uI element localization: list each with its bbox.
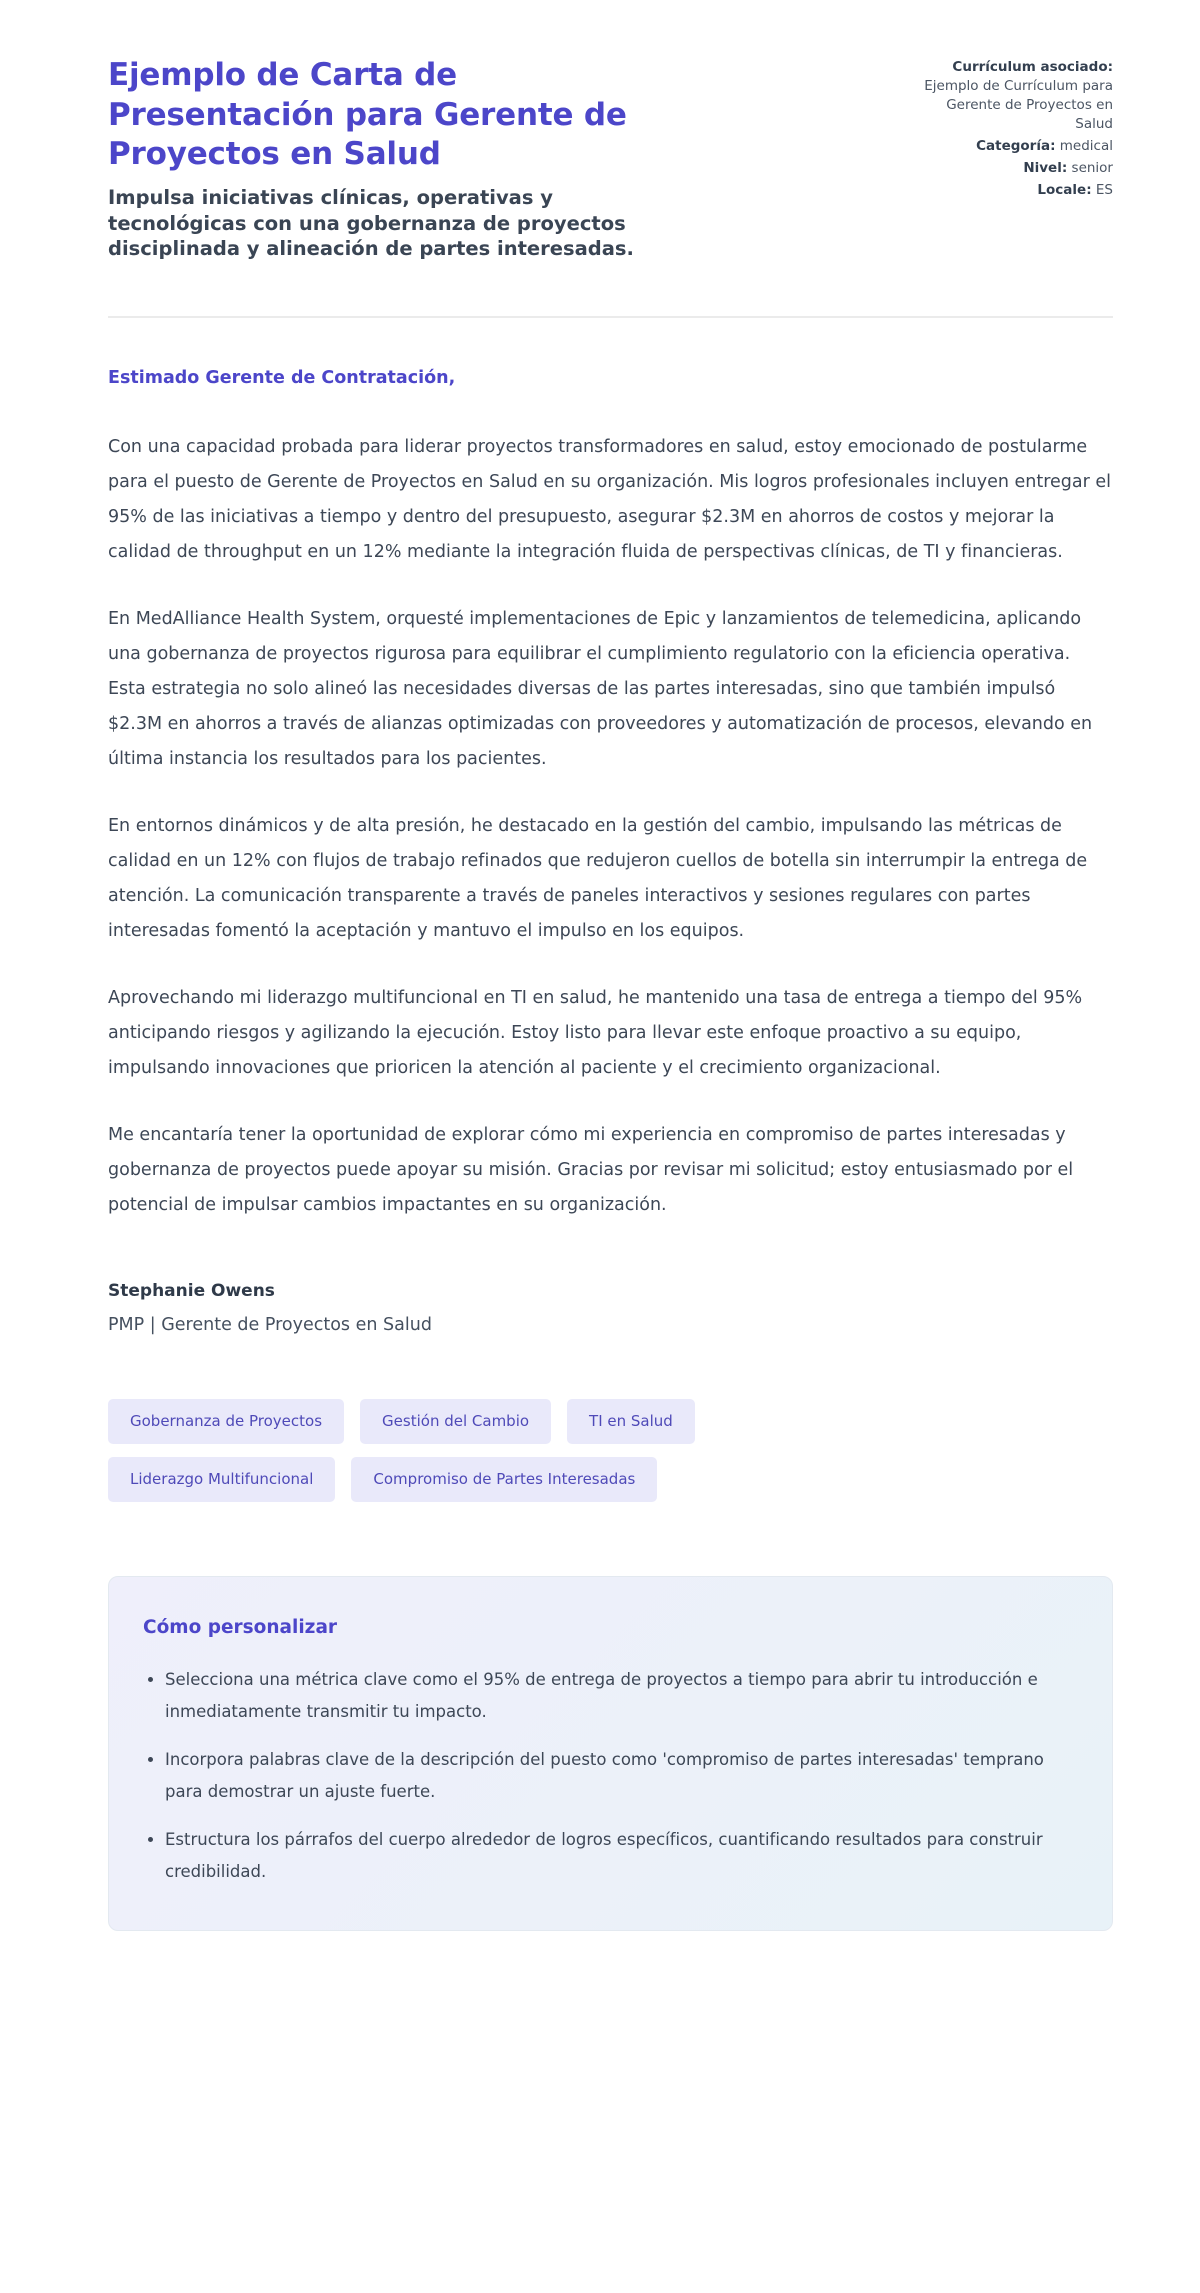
letter-paragraph: Me encantaría tener la oportunidad de explorar cómo mi experiencia en compromiso de partes interesadas y gobernanza de proyectos puede apoyar su misión. Gracias por revisar mi solicitud; estoy entusiasmado por el potencial de impulsar cambios impactantes en su organización. bbox=[108, 1125, 1074, 1216]
meta-category-label: Categoría: bbox=[976, 138, 1056, 154]
letter-paragraph: En MedAlliance Health System, orquesté implementaciones de Epic y lanzamientos de telemedicina, aplicando una gobernanza de proyectos rigurosa para equilibrar el cumplimiento regulatorio con la eficiencia operativa. Esta estrategia no solo alineó las necesidades diversas de las partes interesadas, sino que también impulsó $2.3M en ahorros a través de alianzas optimizadas con proveedores y automatización de procesos, elevando en última instancia los resultados para los pacientes. bbox=[108, 609, 1093, 770]
page-title: Ejemplo de Carta de Presentación para Gerente de Proyectos en Salud bbox=[108, 57, 627, 173]
tag-compromiso-de-partes-interesadas: Compromiso de Partes Interesadas bbox=[351, 1457, 657, 1502]
tips-list bbox=[165, 1664, 1078, 1888]
tag-gobernanza-de-proyectos: Gobernanza de Proyectos bbox=[108, 1399, 344, 1444]
tip-item: • Estructura los párrafos del cuerpo alrededor de logros específicos, cuantificando resultados para construir credibilidad. bbox=[165, 1824, 1045, 1888]
meta-level-row bbox=[833, 159, 1113, 178]
tip-item: • Incorpora palabras clave de la descripción del puesto como 'compromiso de partes interesadas' temprano para demostrar un ajuste fuerte. bbox=[165, 1744, 1045, 1808]
tag-ti-en-salud: TI en Salud bbox=[567, 1399, 695, 1444]
tip-item: • Selecciona una métrica clave como el 95% de entrega de proyectos a tiempo para abrir tu introducción e inmediatamente transmitir tu impacto. bbox=[165, 1664, 1045, 1728]
signature-name: Stephanie Owens bbox=[108, 1281, 275, 1302]
meta-category-row bbox=[833, 137, 1113, 156]
meta-associated-resume-value: Ejemplo de Currículum para Gerente de Proyectos en Salud bbox=[924, 78, 1113, 132]
skill-tags bbox=[108, 1399, 888, 1502]
letter-paragraph: Con una capacidad probada para liderar proyectos transformadores en salud, estoy emocionado de postularme para el puesto de Gerente de Proyectos en Salud en su organización. Mis logros profesionales incluyen entregar el 95% de las iniciativas a tiempo y dentro del presupuesto, asegurar $2.3M en ahorros de costos y mejorar la calidad de throughput en un 12% mediante la integración fluida de perspectivas clínicas, de TI y financieras. bbox=[108, 437, 1112, 563]
header-title-block bbox=[108, 56, 668, 262]
letter-greeting: Estimado Gerente de Contratación, bbox=[108, 368, 456, 389]
tag-gestion-del-cambio: Gestión del Cambio bbox=[360, 1399, 551, 1444]
meta-associated-resume-label: Currículum asociado: bbox=[952, 59, 1113, 75]
meta-category-value: medical bbox=[1059, 138, 1113, 154]
meta-locale-label: Locale: bbox=[1037, 182, 1092, 198]
tips-heading: Cómo personalizar bbox=[143, 1617, 338, 1639]
letter-paragraph: En entornos dinámicos y de alta presión, he destacado en la gestión del cambio, impulsando las métricas de calidad en un 12% con flujos de trabajo refinados que redujeron cuellos de botella sin interrumpir la entrega de atención. La comunicación transparente a través de paneles interactivos y sesiones regulares con partes interesadas fomentó la aceptación y mantuvo el impulso en los equipos. bbox=[108, 816, 1088, 942]
letter-paragraph: Aprovechando mi liderazgo multifuncional en TI en salud, he mantenido una tasa de entrega a tiempo del 95% anticipando riesgos y agilizando la ejecución. Estoy listo para llevar este enfoque proactivo a su equipo, impulsando innovaciones que prioricen la atención al paciente y el crecimiento organizacional. bbox=[108, 988, 1083, 1079]
meta-level-value: senior bbox=[1071, 160, 1113, 176]
cover-letter-page bbox=[108, 0, 1113, 1931]
header-divider bbox=[108, 316, 1113, 318]
signature-title: PMP | Gerente de Proyectos en Salud bbox=[108, 1315, 432, 1336]
page-subtitle: Impulsa iniciativas clínicas, operativas y tecnológicas con una gobernanza de proyectos disciplinada y alineación de partes interesadas. bbox=[108, 186, 634, 261]
meta-level-label: Nivel: bbox=[1023, 160, 1068, 176]
customization-tips-box bbox=[108, 1576, 1113, 1931]
tag-liderazgo-multifuncional: Liderazgo Multifuncional bbox=[108, 1457, 335, 1502]
meta-locale-value: ES bbox=[1095, 182, 1113, 198]
resume-meta-panel bbox=[833, 56, 1113, 200]
header bbox=[108, 56, 1113, 262]
letter-body bbox=[108, 368, 1113, 1335]
meta-locale-row bbox=[833, 181, 1113, 200]
